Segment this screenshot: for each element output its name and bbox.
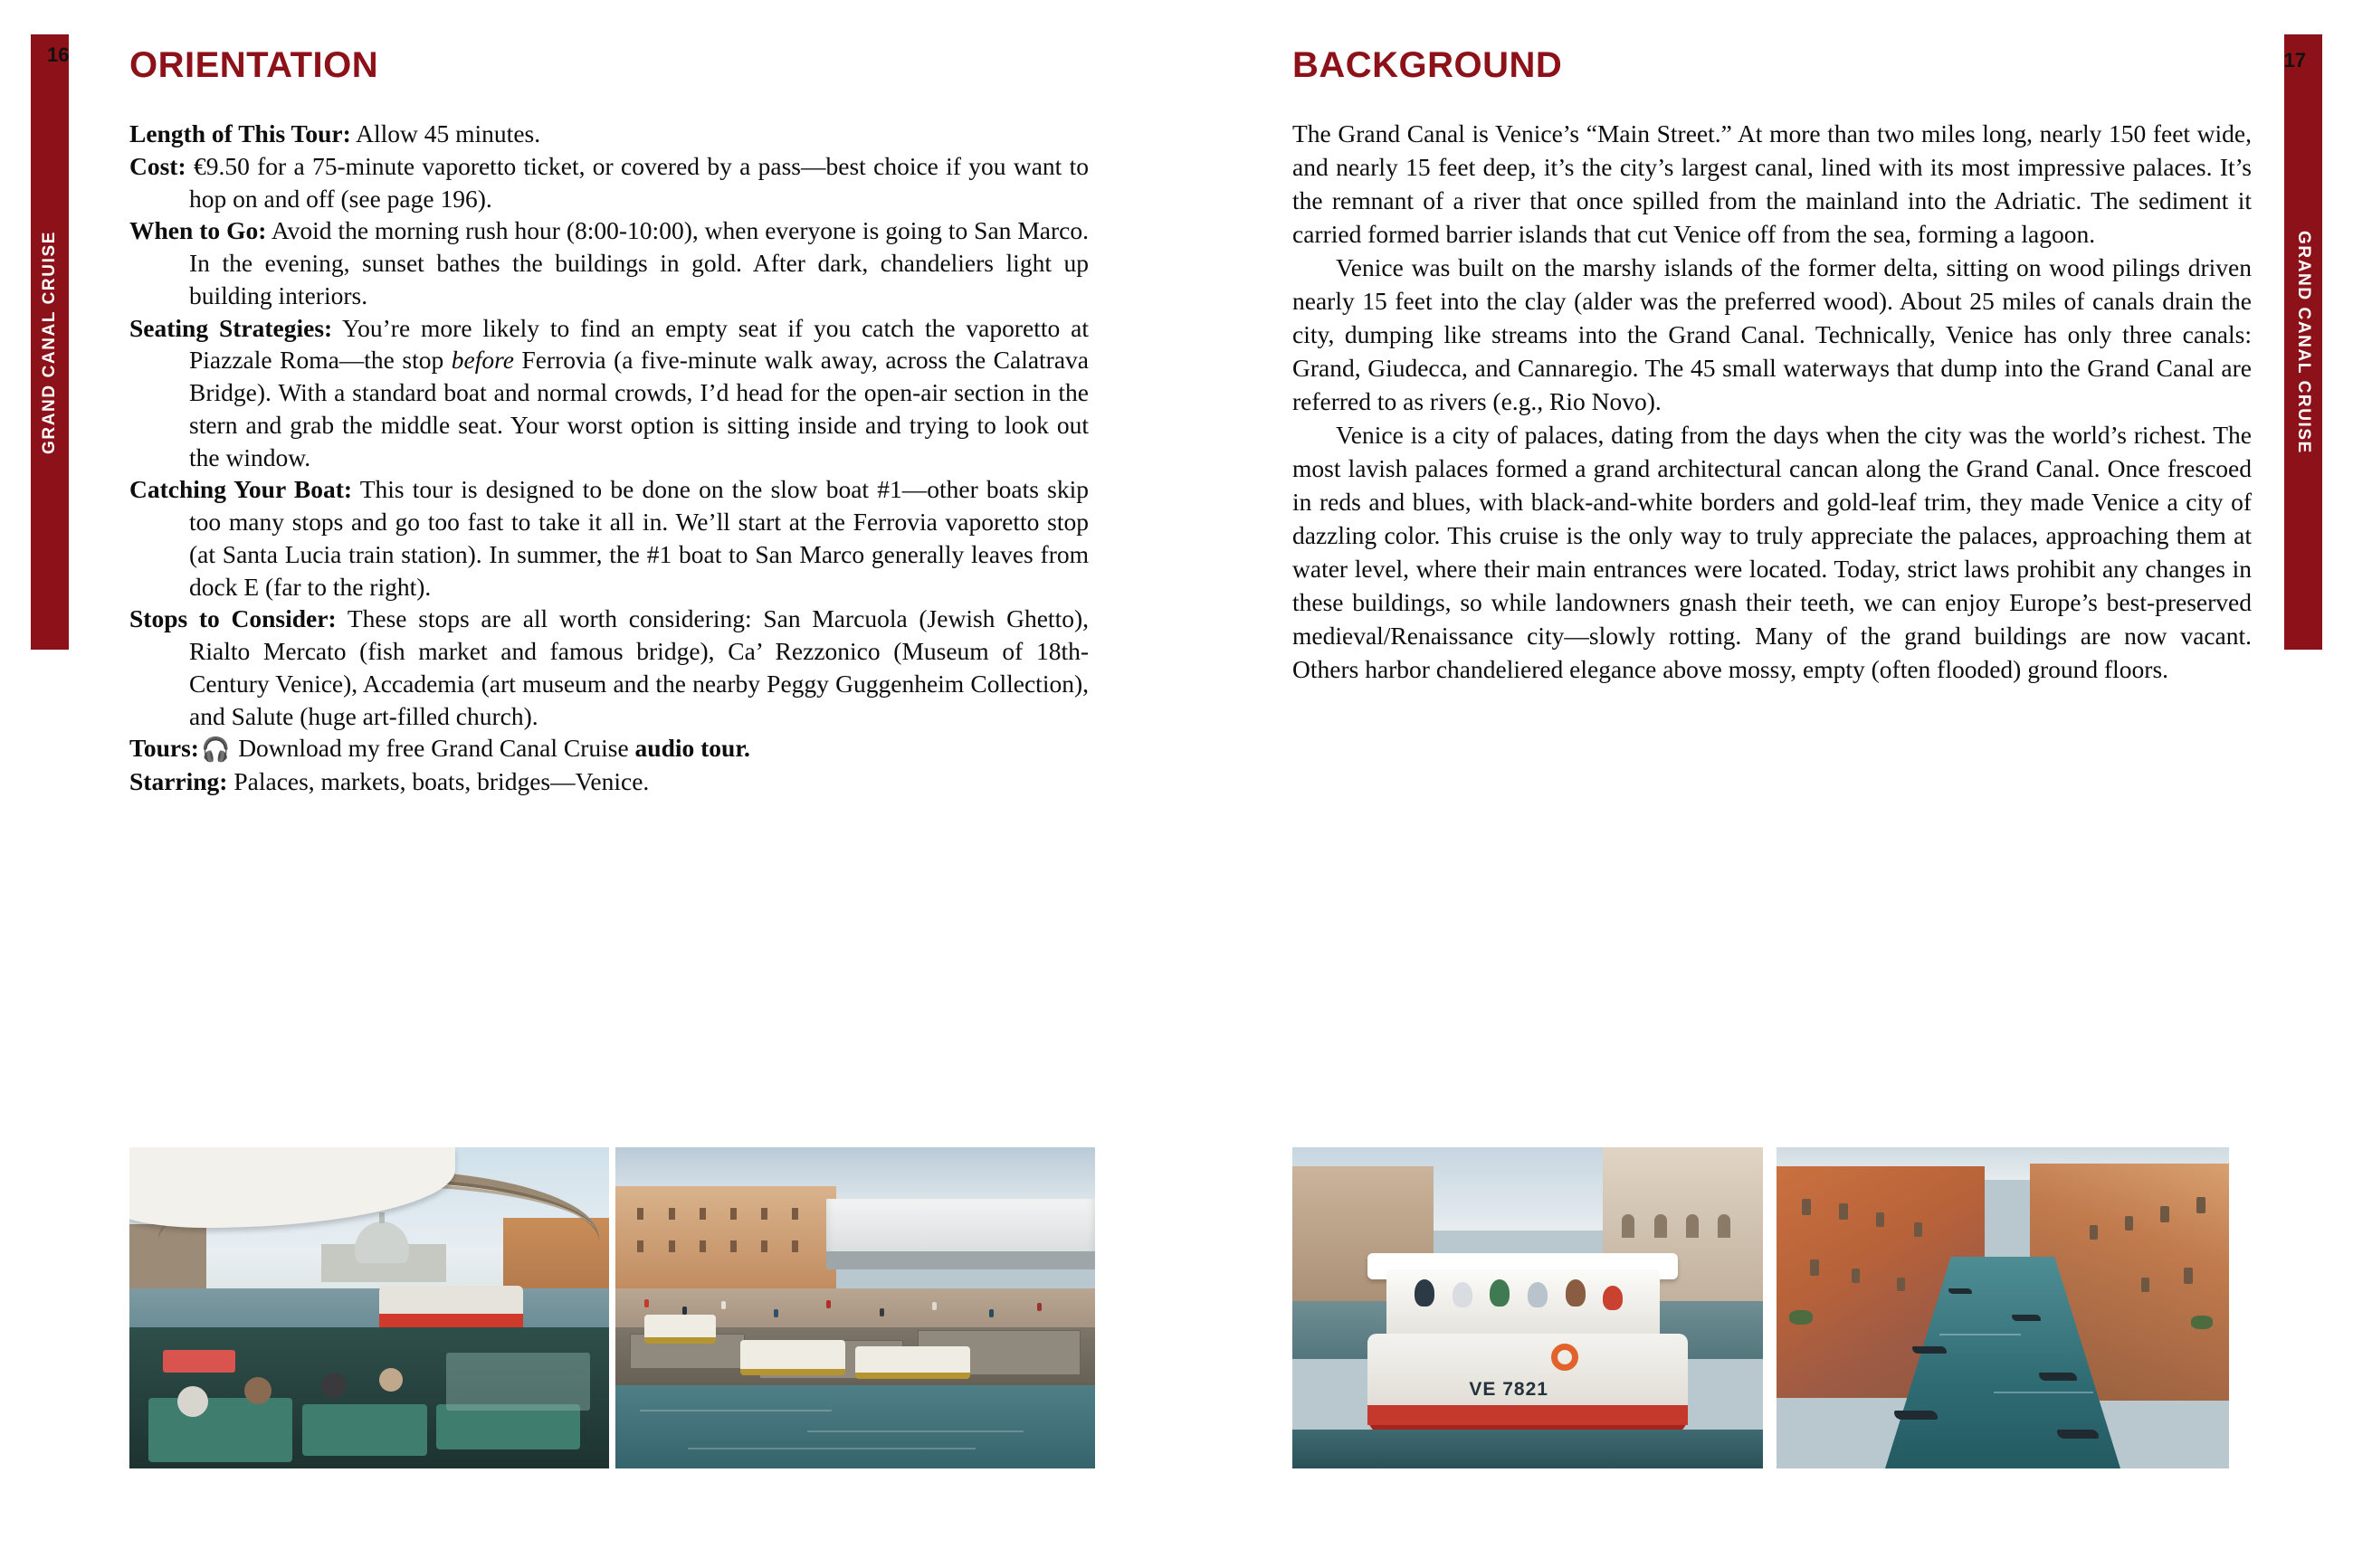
side-tab-label: GRAND CANAL CRUISE — [2294, 230, 2313, 454]
list-item-starring — [129, 765, 1089, 798]
seat — [302, 1404, 427, 1456]
photo-art — [1292, 1147, 1763, 1468]
term-length: Length of This Tour: — [129, 119, 351, 147]
term-when-to-go: When to Go: — [129, 216, 267, 245]
passenger — [1490, 1279, 1510, 1307]
boat-registration-number: VE 7821 — [1469, 1378, 1548, 1400]
text-when-to-go: Avoid the morning rush hour (8:00-10:00), when everyone is going to San Marco. In the evening, sunset bathes the buildings in gold. After dark, chandeliers light up building interiors. — [189, 216, 1090, 309]
side-tab-left — [31, 34, 69, 650]
text-tours-audio-tour: audio tour. — [634, 734, 750, 763]
safety-sign — [163, 1350, 235, 1373]
gondola — [1894, 1411, 1938, 1420]
passenger — [1603, 1286, 1623, 1310]
photo-art — [615, 1147, 1095, 1468]
text-cost: €9.50 for a 75-minute vaporetto ticket, or covered by a pass—best choice if you want to hop on and off (see page 196). — [186, 151, 1089, 213]
hull-stripe — [1367, 1405, 1688, 1425]
text-length: Allow 45 minutes. — [350, 119, 541, 147]
text-seating-italic: before — [451, 346, 514, 375]
photo-grand-canal-from-rialto — [1777, 1147, 2229, 1468]
side-tab-label: GRAND CANAL CRUISE — [40, 230, 59, 454]
life-ring — [1551, 1344, 1578, 1371]
photo-piazzale-roma-docks — [615, 1147, 1095, 1468]
list-item-catching-your-boat — [129, 473, 1089, 603]
page-title-orientation: ORIENTATION — [129, 45, 379, 85]
passenger — [1528, 1282, 1548, 1307]
term-stops-to-consider: Stops to Consider: — [129, 604, 337, 633]
left-page-column — [129, 47, 1089, 798]
boat — [2039, 1373, 2077, 1381]
window — [446, 1353, 590, 1411]
modern-pavilion — [826, 1199, 1095, 1269]
page-title-background: BACKGROUND — [1292, 45, 1563, 85]
paragraph-1: The Grand Canal is Venice’s “Main Street.” At more than two miles long, nearly 150 feet wide, and nearly 15 feet deep, it’s the city’s largest canal, lined with its most impressive palaces. It’s the remnant of a river that once spilled from the mainland into the Adriatic. The sediment it carried formed barrier islands that cut Venice off from the sea, forming a lagoon. — [1292, 119, 2252, 248]
hull-stripe — [379, 1314, 523, 1328]
passenger — [1566, 1279, 1586, 1307]
text-catching-your-boat: This tour is designed to be done on the slow boat #1—other boats skip too many stops and go too fast to take it all in. We’ll start at the Ferrovia vaporetto stop (at Santa Lucia train station). In summer, the #1 boat to San Marco generally leaves from dock E (far to the right). — [189, 475, 1089, 601]
photo-art — [1777, 1147, 2229, 1468]
gondola — [2057, 1430, 2099, 1439]
list-item-stops-to-consider — [129, 603, 1089, 732]
passenger-head — [244, 1377, 272, 1404]
boat — [1912, 1346, 1947, 1354]
list-item-length — [129, 118, 1089, 150]
background-body — [1292, 118, 2252, 687]
photo-art — [129, 1147, 609, 1468]
photo-vaporetto-ve-7821 — [1292, 1147, 1763, 1468]
passenger — [1453, 1282, 1472, 1307]
paragraph-2: Venice was built on the marshy islands of the former delta, sitting on wood pilings driven nearly 15 feet into the clay (alder was the preferred wood). About 25 miles of canals drain the city, dumping like streams into the Grand Canal. Technically, Venice has only three canals: Grand, Giudecca, and Cannaregio. The 45 small waterways that dump into the Grand Canal are referred to as rivers (e.g., Rio Novo). — [1292, 252, 2252, 415]
vaporetto — [740, 1340, 846, 1375]
list-item-cost — [129, 150, 1089, 215]
page-number-right: 17 — [2283, 49, 2306, 71]
term-starring: Starring: — [129, 767, 228, 796]
list-item-when-to-go — [129, 214, 1089, 311]
list-item-tours — [129, 732, 1089, 765]
passenger — [1415, 1279, 1434, 1307]
paragraph-3: Venice is a city of palaces, dating from the days when the city was the world’s richest. The most lavish palaces formed a grand architectural cancan along the Grand Canal. Once frescoed in reds and blues, with black-and-white borders and gold-leaf trim, they made Venice a city of dazzling color. This cruise is the only way to truly appreciate the palaces, approaching them at water level, where their main entrances were located. Today, strict laws prohibit any changes in these buildings, so while landowners gnash their teeth, we can enjoy Europe’s best-preserved medieval/Renaissance city—slowly rotting. Many of the grand buildings are now vacant. Others harbor chandeliered elegance above mossy, empty (often flooded) ground floors. — [1292, 420, 2252, 683]
orientation-list — [129, 118, 1089, 798]
text-starring: Palaces, markets, boats, bridges—Venice. — [227, 767, 650, 796]
term-seating-strategies: Seating Strategies: — [129, 313, 333, 342]
term-cost: Cost: — [129, 151, 186, 180]
passenger-head — [379, 1368, 403, 1392]
foreground-water — [1292, 1430, 1763, 1468]
list-item-seating-strategies — [129, 312, 1089, 474]
right-page-column — [1292, 47, 2252, 687]
photo-vaporetto-interior-accademia — [129, 1147, 609, 1468]
vaporetto — [644, 1315, 717, 1344]
text-stops-to-consider: These stops are all worth considering: San Marcuola (Jewish Ghetto), Rialto Mercato (fish market and famous bridge), Ca’ Rezzonico (Museum of 18th-Century Venice), Accademia (art museum and the nearby Peggy Guggenheim Collection), and Salute (huge art-filled church). — [189, 604, 1089, 730]
vaporetto — [855, 1346, 970, 1379]
text-tours: Download my free Grand Canal Cruise — [232, 734, 635, 763]
seat — [436, 1404, 580, 1449]
page-number-left: 16 — [47, 43, 70, 66]
term-catching-your-boat: Catching Your Boat: — [129, 475, 353, 504]
side-tab-right — [2284, 34, 2322, 650]
boat — [2012, 1315, 2041, 1321]
canal-water — [615, 1385, 1095, 1468]
term-tours: Tours: — [129, 734, 199, 763]
passenger-head — [177, 1386, 208, 1417]
text-seating-part2: Ferrovia (a five-minute walk away, across the Calatrava Bridge). With a standard boat and normal crowds, I’d head for the open-air section in the stern and grab the middle seat. Your worst option is sitting inside and trying to look out the window. — [189, 346, 1089, 471]
building-row — [615, 1186, 836, 1296]
seat — [148, 1398, 292, 1462]
text-seating-part1: You’re more likely to find an empty seat if you catch the vaporetto at Piazzale Roma—the stop — [189, 313, 1089, 375]
headphones-icon: 🎧 — [200, 736, 231, 764]
passenger-head — [321, 1373, 347, 1398]
boat — [1948, 1288, 1972, 1294]
